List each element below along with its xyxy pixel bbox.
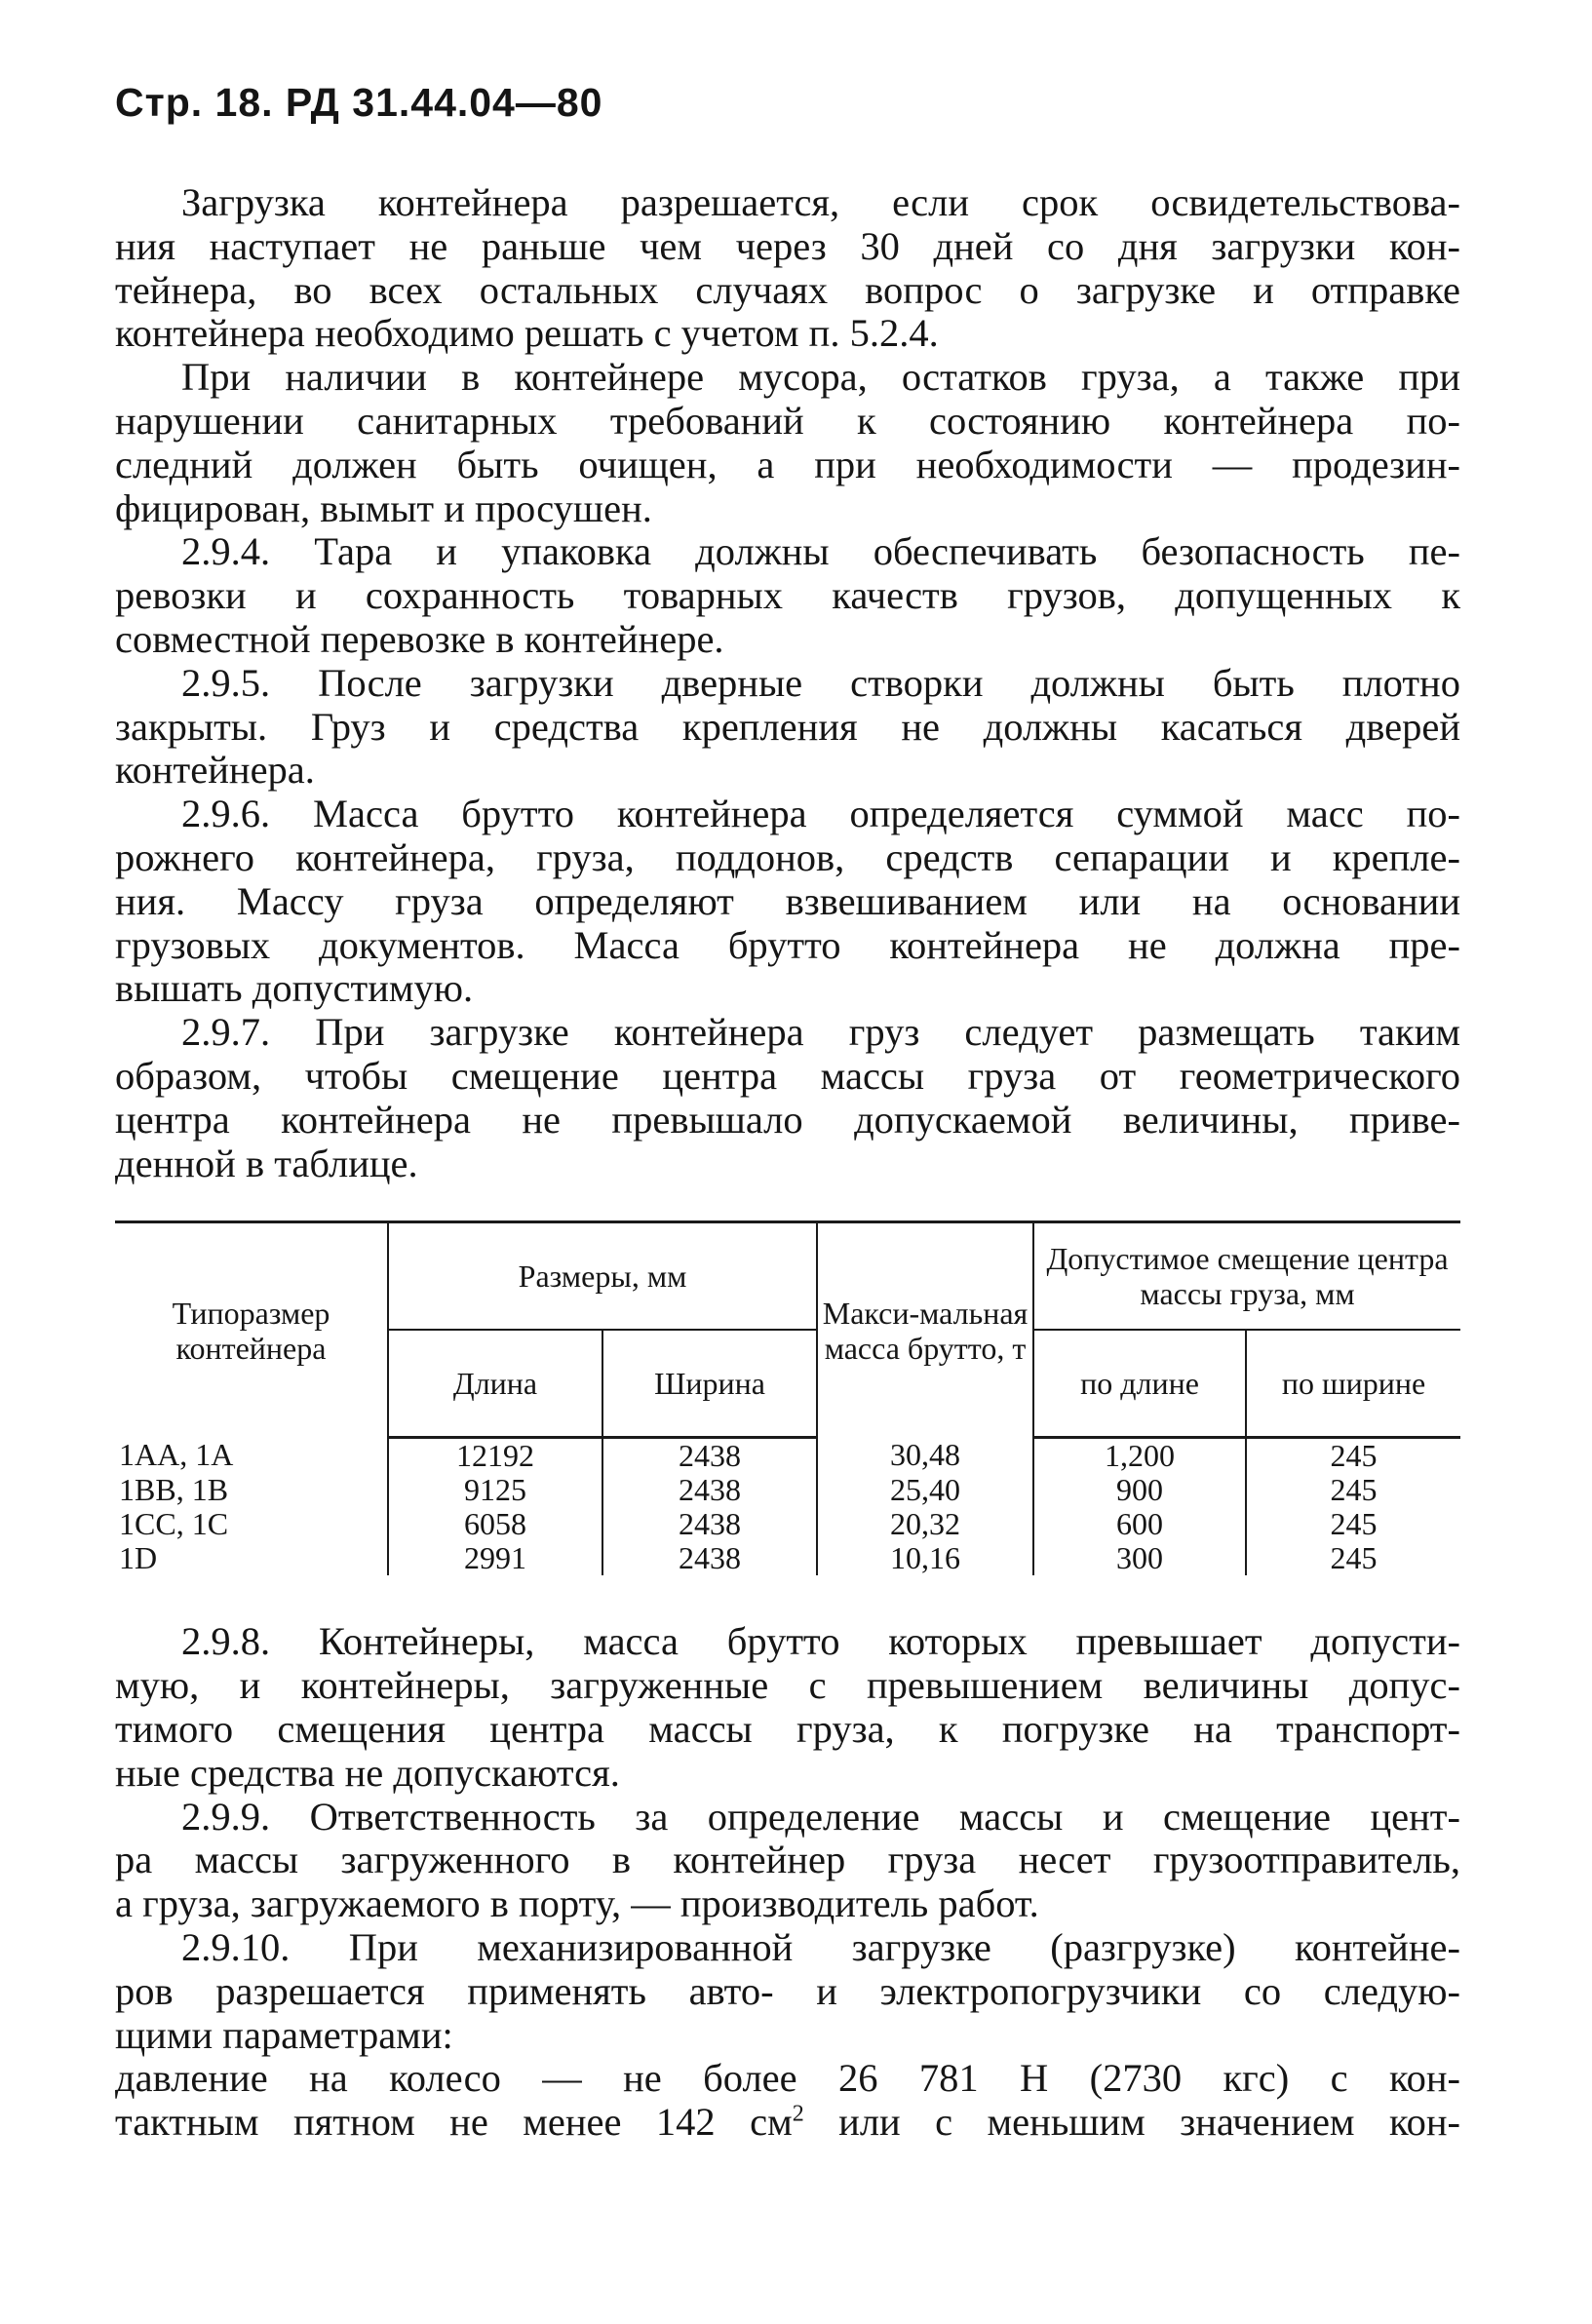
cell-width: 2438 bbox=[602, 1507, 817, 1541]
cell-type: 1ВВ, 1В bbox=[119, 1472, 229, 1508]
text-line: 2.9.5. После загрузки дверные створки должны быть плотно bbox=[181, 660, 1460, 705]
cell-off-len: 600 bbox=[1033, 1507, 1246, 1541]
final-paragraph bbox=[115, 2057, 1460, 2145]
text-line: рожнего контейнера, груза, поддонов, средств сепарации и крепле- bbox=[115, 834, 1460, 879]
table-row bbox=[115, 1541, 1460, 1575]
cell-width: 2438 bbox=[602, 1438, 817, 1474]
text-line: 2.9.7. При загрузке контейнера груз следует размещать таким bbox=[181, 1010, 1460, 1055]
text-line: Загрузка контейнера разрешается, если срок освидетельствова- bbox=[181, 180, 1460, 224]
cell-width: 2438 bbox=[602, 1541, 817, 1575]
cell-mass: 30,48 bbox=[817, 1438, 1033, 1474]
text-line: тимого смещения центра массы груза, к погрузке на транспорт- bbox=[115, 1706, 1460, 1751]
cell-mass: 10,16 bbox=[817, 1541, 1033, 1575]
text-line: 2.9.6. Масса брутто контейнера определяется суммой масс по- bbox=[181, 792, 1460, 836]
table-row bbox=[115, 1438, 1460, 1474]
th-offset: Допустимое смещение центра массы груза, мм bbox=[1033, 1223, 1460, 1330]
paragraph bbox=[115, 356, 1460, 530]
paragraph bbox=[115, 530, 1460, 661]
paragraph bbox=[115, 1620, 1460, 1795]
cell-length: 2991 bbox=[388, 1541, 602, 1575]
text-line: 2.9.9. Ответственность за определение массы и смещение цент- bbox=[181, 1794, 1460, 1839]
text-line: совместной перевозке в контейнере. bbox=[115, 616, 724, 661]
page-header: Стр. 18. РД 31.44.04—80 bbox=[115, 80, 603, 125]
text-line: щими параметрами: bbox=[115, 2012, 453, 2057]
cell-length: 12192 bbox=[388, 1438, 602, 1474]
paragraph bbox=[115, 1011, 1460, 1185]
text-line: При наличии в контейнере мусора, остатков груза, а также при bbox=[181, 355, 1460, 400]
paragraph bbox=[115, 662, 1460, 793]
text-line: давление на колесо — не более 26 781 Н (2730 кгс) с кон- bbox=[115, 2056, 1460, 2101]
cell-mass: 25,40 bbox=[817, 1473, 1033, 1507]
text-line: центра контейнера не превышало допускаемой величины, приве- bbox=[115, 1097, 1460, 1142]
th-container-type-label: Типоразмер контейнера bbox=[172, 1296, 330, 1367]
cell-type: 1АА, 1А bbox=[119, 1436, 234, 1472]
text-block-bottom bbox=[115, 1620, 1460, 2057]
text-line: образом, чтобы смещение центра массы груза от геометрического bbox=[115, 1053, 1460, 1098]
text-line: ра массы загруженного в контейнер груза несет грузоотправитель, bbox=[115, 1838, 1460, 1882]
cell-off-len: 900 bbox=[1033, 1473, 1246, 1507]
cell-type: 1D bbox=[119, 1540, 158, 1576]
cell-length: 6058 bbox=[388, 1507, 602, 1541]
text-line: ния наступает не раньше чем через 30 дней со дня загрузки кон- bbox=[115, 223, 1460, 268]
text-line: ния. Массу груза определяют взвешиванием или на основании bbox=[115, 878, 1460, 923]
paragraph bbox=[115, 1926, 1460, 2057]
cell-off-wid: 245 bbox=[1246, 1473, 1460, 1507]
th-max-mass-label: Макси-мальная масса брутто, т bbox=[822, 1296, 1029, 1367]
text-block-top bbox=[115, 181, 1460, 1185]
th-width: Ширина bbox=[602, 1330, 817, 1438]
th-max-mass bbox=[817, 1223, 1033, 1438]
text-line: следний должен быть очищен, а при необходимости — продезин- bbox=[115, 442, 1460, 486]
text-line: тейнера, во всех остальных случаях вопрос о загрузке и отправке bbox=[115, 267, 1460, 312]
container-offset-table bbox=[115, 1220, 1460, 1575]
text-fragment: или с меньшим значением кон- bbox=[803, 2100, 1461, 2145]
text-line: а груза, загружаемого в порту, — производитель работ. bbox=[115, 1881, 1039, 1926]
text-line: ров разрешается применять авто- и электропогрузчики со следую- bbox=[115, 1968, 1460, 2013]
text-line: ные средства не допускаются. bbox=[115, 1750, 620, 1795]
cell-off-len: 1,200 bbox=[1033, 1438, 1246, 1474]
th-offset-width: по ширине bbox=[1246, 1330, 1460, 1438]
document-page bbox=[115, 80, 1460, 2145]
cell-off-wid: 245 bbox=[1246, 1507, 1460, 1541]
text-line: нарушении санитарных требований к состоянию контейнера по- bbox=[115, 398, 1460, 443]
text-line: вышать допустимую. bbox=[115, 966, 474, 1011]
superscript: 2 bbox=[792, 2101, 804, 2127]
cell-off-wid: 245 bbox=[1246, 1541, 1460, 1575]
text-line bbox=[115, 2101, 1460, 2145]
text-line: 2.9.10. При механизированной загрузке (разгрузке) контейне- bbox=[181, 1924, 1460, 1969]
th-offset-length: по длине bbox=[1033, 1330, 1246, 1438]
table-row bbox=[115, 1473, 1460, 1507]
table-body bbox=[115, 1438, 1460, 1576]
text-line: грузовых документов. Масса брутто контейнера не должна пре- bbox=[115, 922, 1460, 967]
cell-off-wid: 245 bbox=[1246, 1438, 1460, 1474]
paragraph bbox=[115, 1796, 1460, 1926]
cell-width: 2438 bbox=[602, 1473, 817, 1507]
text-line: мую, и контейнеры, загруженные с превышением величины допус- bbox=[115, 1663, 1460, 1708]
text-fragment: тактным пятном не менее 142 см bbox=[115, 2100, 793, 2145]
th-length: Длина bbox=[388, 1330, 602, 1438]
text-line: 2.9.4. Тара и упаковка должны обеспечивать безопасность пе- bbox=[181, 529, 1460, 574]
cell-mass: 20,32 bbox=[817, 1507, 1033, 1541]
cell-length: 9125 bbox=[388, 1473, 602, 1507]
text-line: денной в таблице. bbox=[115, 1141, 418, 1185]
text-line: контейнера. bbox=[115, 748, 315, 793]
paragraph bbox=[115, 181, 1460, 356]
th-container-type bbox=[115, 1223, 388, 1438]
table-row bbox=[115, 1507, 1460, 1541]
text-line: закрыты. Груз и средства крепления не должны касаться дверей bbox=[115, 704, 1460, 749]
text-line: фицирован, вымыт и просушен. bbox=[115, 485, 652, 530]
paragraph bbox=[115, 793, 1460, 1011]
text-line: контейнера необходимо решать с учетом п. 5.2.4. bbox=[115, 311, 939, 356]
text-line: ревозки и сохранность товарных качеств грузов, допущенных к bbox=[115, 573, 1460, 618]
cell-type: 1СС, 1С bbox=[119, 1506, 229, 1542]
th-dimensions: Размеры, мм bbox=[388, 1223, 817, 1330]
text-line: 2.9.8. Контейнеры, масса брутто которых превышает допусти- bbox=[181, 1619, 1460, 1664]
cell-off-len: 300 bbox=[1033, 1541, 1246, 1575]
